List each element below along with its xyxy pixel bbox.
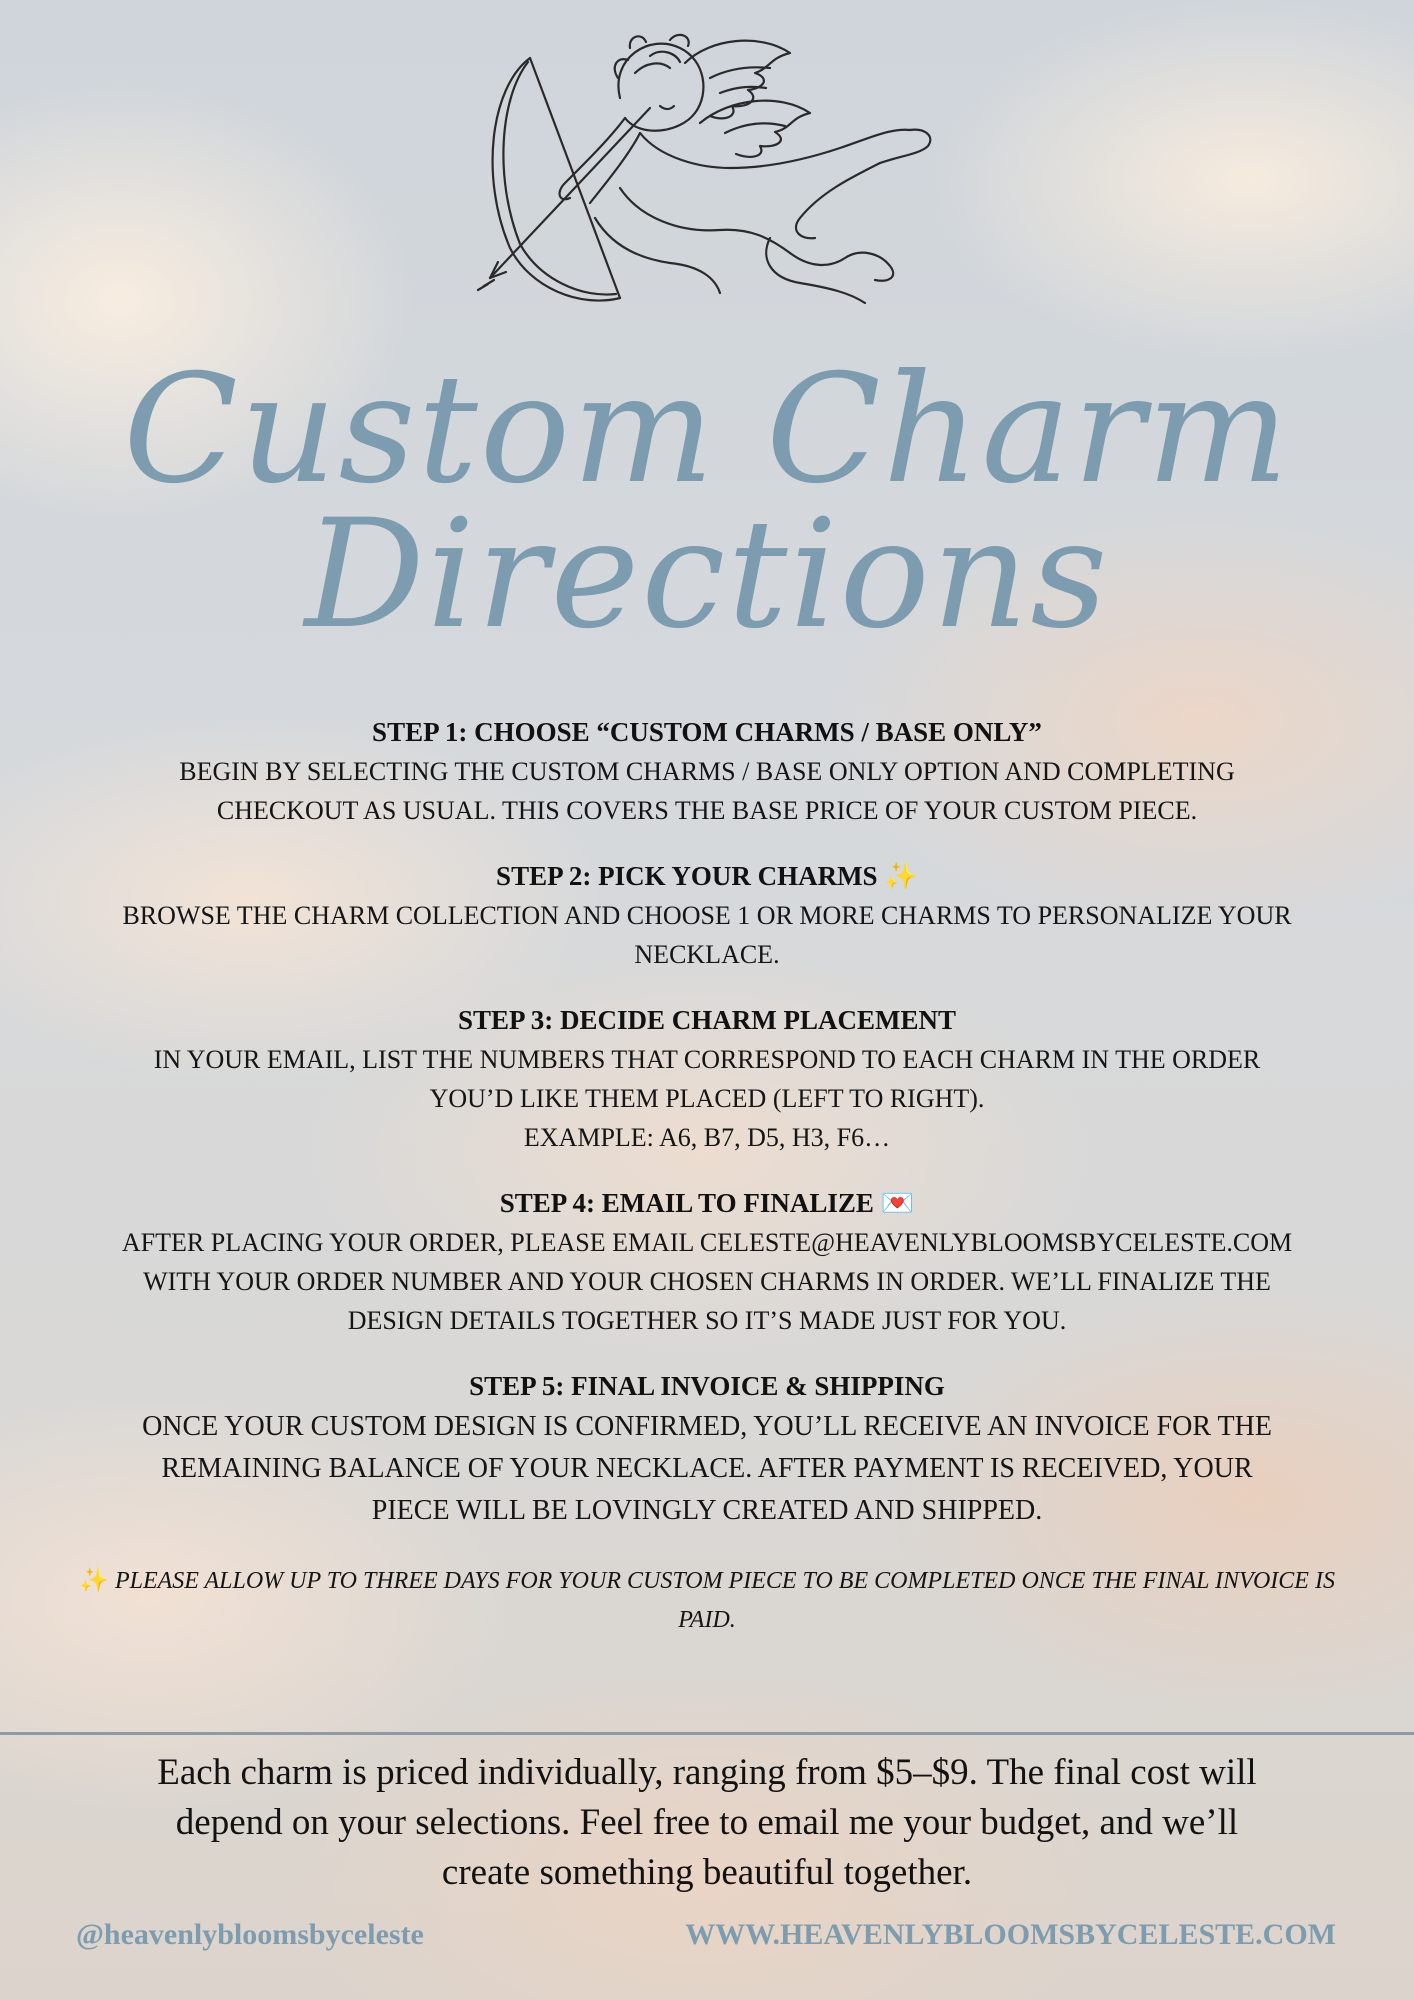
note-line-1: PLEASE ALLOW UP TO THREE DAYS FOR YOUR CUSTOM PIECE TO BE COMPLETED ONCE THE FINAL INVOICE IS bbox=[114, 1568, 1335, 1594]
step-3-heading: STEP 3: DECIDE CHARM PLACEMENT bbox=[457, 1005, 957, 1035]
step-5-body-line: REMAINING BALANCE OF YOUR NECKLACE. AFTER PAYMENT IS RECEIVED, YOUR bbox=[161, 1453, 1253, 1484]
step-3-example: EXAMPLE: A6, B7, D5, H3, F6… bbox=[523, 1123, 891, 1152]
step-3-body-line: YOU’D LIKE THEM PLACED (LEFT TO RIGHT). bbox=[429, 1084, 985, 1113]
sparkle-icon: ✨ bbox=[79, 1568, 109, 1594]
step-4 bbox=[60, 1183, 1354, 1340]
step-5-body-line: ONCE YOUR CUSTOM DESIGN IS CONFIRMED, YOU’LL RECEIVE AN INVOICE FOR THE bbox=[142, 1411, 1272, 1442]
step-3-body-line: IN YOUR EMAIL, LIST THE NUMBERS THAT CORRESPOND TO EACH CHARM IN THE ORDER bbox=[153, 1045, 1261, 1074]
step-2-heading: STEP 2: PICK YOUR CHARMS ✨ bbox=[496, 861, 918, 891]
completion-note bbox=[60, 1562, 1354, 1640]
step-2-body-line: NECKLACE. bbox=[634, 940, 780, 969]
divider bbox=[0, 1732, 1414, 1735]
step-4-body-line: DESIGN DETAILS TOGETHER SO IT’S MADE JUST FOR YOU. bbox=[347, 1306, 1067, 1335]
social-handle-link[interactable]: @heavenlybloomsbyceleste bbox=[76, 1918, 424, 1951]
love-letter-icon: 💌 bbox=[880, 1188, 915, 1218]
pricing-line-1: Each charm is priced individually, ranging from $5–$9. The final cost will bbox=[157, 1752, 1257, 1793]
website-link[interactable]: WWW.HEAVENLYBLOOMSBYCELESTE.COM bbox=[685, 1918, 1336, 1951]
steps-section bbox=[60, 712, 1354, 1640]
step-5-heading: STEP 5: FINAL INVOICE & SHIPPING bbox=[469, 1371, 945, 1401]
step-1 bbox=[60, 712, 1354, 830]
note-line-2: PAID. bbox=[678, 1607, 736, 1633]
step-5-body-line: PIECE WILL BE LOVINGLY CREATED AND SHIPPED. bbox=[371, 1495, 1043, 1526]
pricing-line-2: depend on your selections. Feel free to email me your budget, and we’ll bbox=[175, 1802, 1239, 1843]
cupid-illustration bbox=[470, 18, 990, 328]
page-title-line-2: Directions bbox=[304, 488, 1110, 662]
pricing-note bbox=[80, 1748, 1334, 1898]
step-4-heading: STEP 4: EMAIL TO FINALIZE 💌 bbox=[499, 1188, 915, 1218]
step-1-body-line: CHECKOUT AS USUAL. THIS COVERS THE BASE PRICE OF YOUR CUSTOM PIECE. bbox=[216, 796, 1198, 825]
pricing-line-3: create something beautiful together. bbox=[441, 1852, 973, 1893]
sparkle-icon: ✨ bbox=[884, 861, 918, 891]
step-4-body-line: WITH YOUR ORDER NUMBER AND YOUR CHOSEN CHARMS IN ORDER. WE’LL FINALIZE THE bbox=[143, 1267, 1271, 1296]
step-2-body-line: BROWSE THE CHARM COLLECTION AND CHOOSE 1 OR MORE CHARMS TO PERSONALIZE YOUR bbox=[122, 901, 1292, 930]
page-title-line-1: Custom Charm bbox=[123, 343, 1291, 517]
step-4-body-line: AFTER PLACING YOUR ORDER, PLEASE EMAIL CELESTE@HEAVENLYBLOOMSBYCELESTE.COM bbox=[121, 1228, 1293, 1257]
step-2 bbox=[60, 856, 1354, 974]
step-1-heading: STEP 1: CHOOSE “CUSTOM CHARMS / BASE ONLY” bbox=[372, 717, 1042, 747]
step-5 bbox=[60, 1366, 1354, 1532]
step-3 bbox=[60, 1000, 1354, 1157]
step-1-body-line: BEGIN BY SELECTING THE CUSTOM CHARMS / BASE ONLY OPTION AND COMPLETING bbox=[179, 757, 1235, 786]
